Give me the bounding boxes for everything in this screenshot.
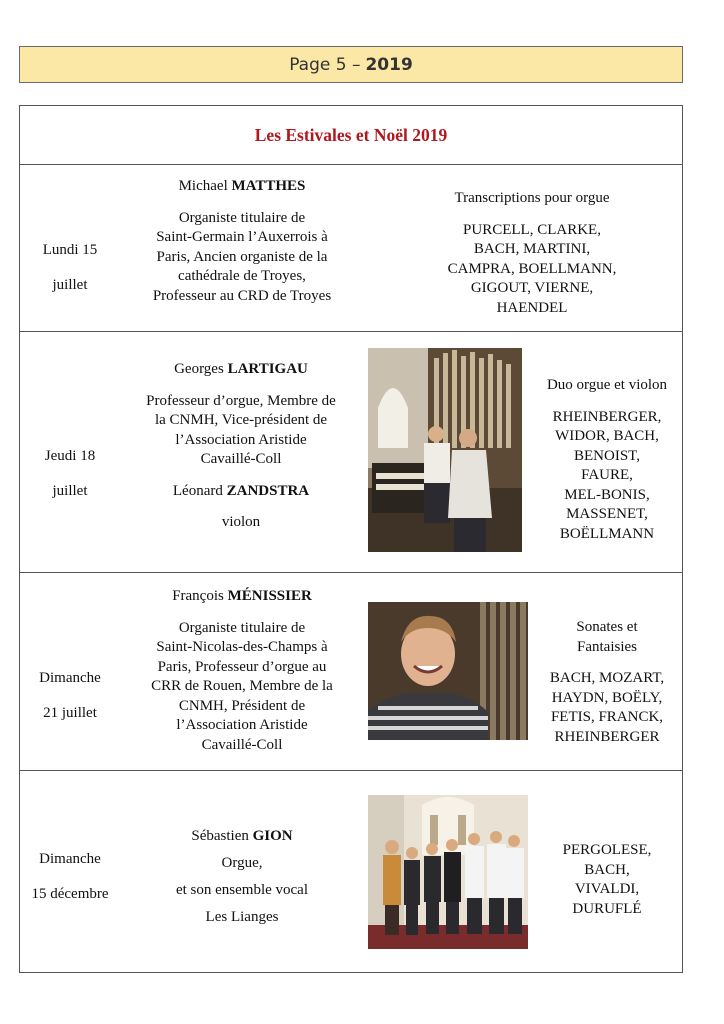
date-line: 21 juillet (43, 704, 97, 721)
composer-line: RHEINBERGER (554, 728, 660, 745)
description-line: CRR de Rouen, Membre de la (151, 678, 333, 694)
table-title-row (20, 106, 682, 165)
composer-line: BOËLLMANN (559, 525, 655, 542)
description-line: la CNMH, Vice-président de (154, 412, 328, 428)
description-line: Organiste titulaire de (178, 619, 306, 636)
description-line: Organiste titulaire de (178, 209, 306, 226)
program-block (532, 841, 682, 919)
composer-line: RHEINBERGER, (552, 408, 662, 425)
performer-name: Léonard ZANDSTRA (172, 482, 310, 499)
gion-ensemble-photo (368, 795, 528, 949)
description-line: Saint-Nicolas-des-Champs à (156, 639, 328, 655)
composer-line: PURCELL, CLARKE, (463, 221, 601, 238)
composer-line: VIVALDI, (574, 881, 640, 897)
date-line: 15 décembre (31, 885, 109, 902)
concert-date (20, 226, 120, 310)
date-line: Dimanche (39, 851, 101, 867)
description-line: Cavaillé-Coll (200, 451, 282, 467)
performer-block (120, 823, 364, 931)
performer-name: Georges LARTIGAU (174, 361, 308, 377)
concert-row (20, 572, 682, 771)
program-title: Duo orgue et violon (546, 377, 668, 393)
description-line: Paris, Professeur d’orgue au (157, 658, 327, 675)
composer-line: MASSENET, (566, 506, 648, 522)
description-line: CNMH, Président de (178, 697, 306, 714)
date-line: juillet (52, 482, 88, 499)
concert-date (20, 432, 120, 516)
description-line: cathédrale de Troyes, (178, 268, 306, 284)
description-line: Professeur au CRD de Troyes (152, 287, 332, 304)
concert-row (20, 332, 682, 573)
performer-block (130, 360, 352, 533)
program-title: Sonates et (576, 619, 638, 635)
composer-line: CAMPRA, BOELLMANN, (447, 260, 617, 277)
program-title: Transcriptions pour orgue (454, 190, 610, 206)
table-title: Les Estivales et Noël 2019 (254, 124, 448, 145)
performer-block (120, 587, 364, 755)
page-year: 2019 (365, 54, 413, 75)
performer-name: Michael MATTHES (178, 178, 306, 194)
date-line: Lundi 15 (42, 242, 98, 258)
composer-line: WIDOR, BACH, (555, 428, 659, 444)
date-line: Jeudi 18 (44, 448, 96, 464)
program-block (532, 618, 682, 747)
description-line: Saint-Germain l’Auxerrois à (156, 229, 328, 245)
date-line: juillet (52, 276, 88, 293)
program-block (532, 376, 682, 544)
description-line: Professeur d’orgue, Membre de (146, 392, 336, 409)
composer-line: MEL-BONIS, (564, 486, 650, 503)
composer-line: GIGOUT, VIERNE, (470, 280, 594, 296)
composer-line: FETIS, FRANCK, (550, 709, 664, 725)
composer-line: FAURE, (581, 467, 633, 483)
composer-line: BACH, (584, 861, 630, 878)
performer-role: violon (221, 514, 261, 530)
program-block (414, 189, 650, 318)
concert-date (20, 654, 120, 738)
menissier-photo (368, 602, 528, 740)
description-line: Cavaillé-Coll (201, 736, 283, 753)
composer-line: PERGOLESE, (562, 842, 652, 858)
page-header (19, 46, 683, 83)
composer-line: HAENDEL (496, 299, 568, 316)
page-number-label: Page 5 – (289, 54, 361, 75)
description-line: l’Association Aristide (175, 431, 307, 448)
concert-date (20, 835, 120, 919)
composer-line: DURUFLÉ (572, 900, 642, 917)
description-line: Orgue, (221, 855, 263, 871)
composer-line: BACH, MARTINI, (473, 241, 591, 257)
composer-line: HAYDN, BOËLY, (551, 689, 663, 706)
lartigau-zandstra-photo (368, 348, 522, 552)
performer-name: Sébastien GION (191, 828, 293, 844)
concert-row (20, 771, 682, 972)
composer-line: BACH, MOZART, (549, 670, 665, 686)
description-line: l’Association Aristide (176, 717, 308, 733)
description-line: Les Lianges (205, 909, 279, 925)
program-title: Fantaisies (577, 638, 637, 655)
performer-name: François MÉNISSIER (172, 588, 312, 604)
description-line: et son ensemble vocal (175, 882, 309, 898)
concert-row (20, 164, 682, 332)
performer-block (120, 177, 364, 306)
composer-line: BENOIST, (574, 447, 640, 464)
date-line: Dimanche (39, 670, 101, 686)
description-line: Paris, Ancien organiste de la (156, 248, 328, 265)
concert-table (19, 105, 683, 973)
